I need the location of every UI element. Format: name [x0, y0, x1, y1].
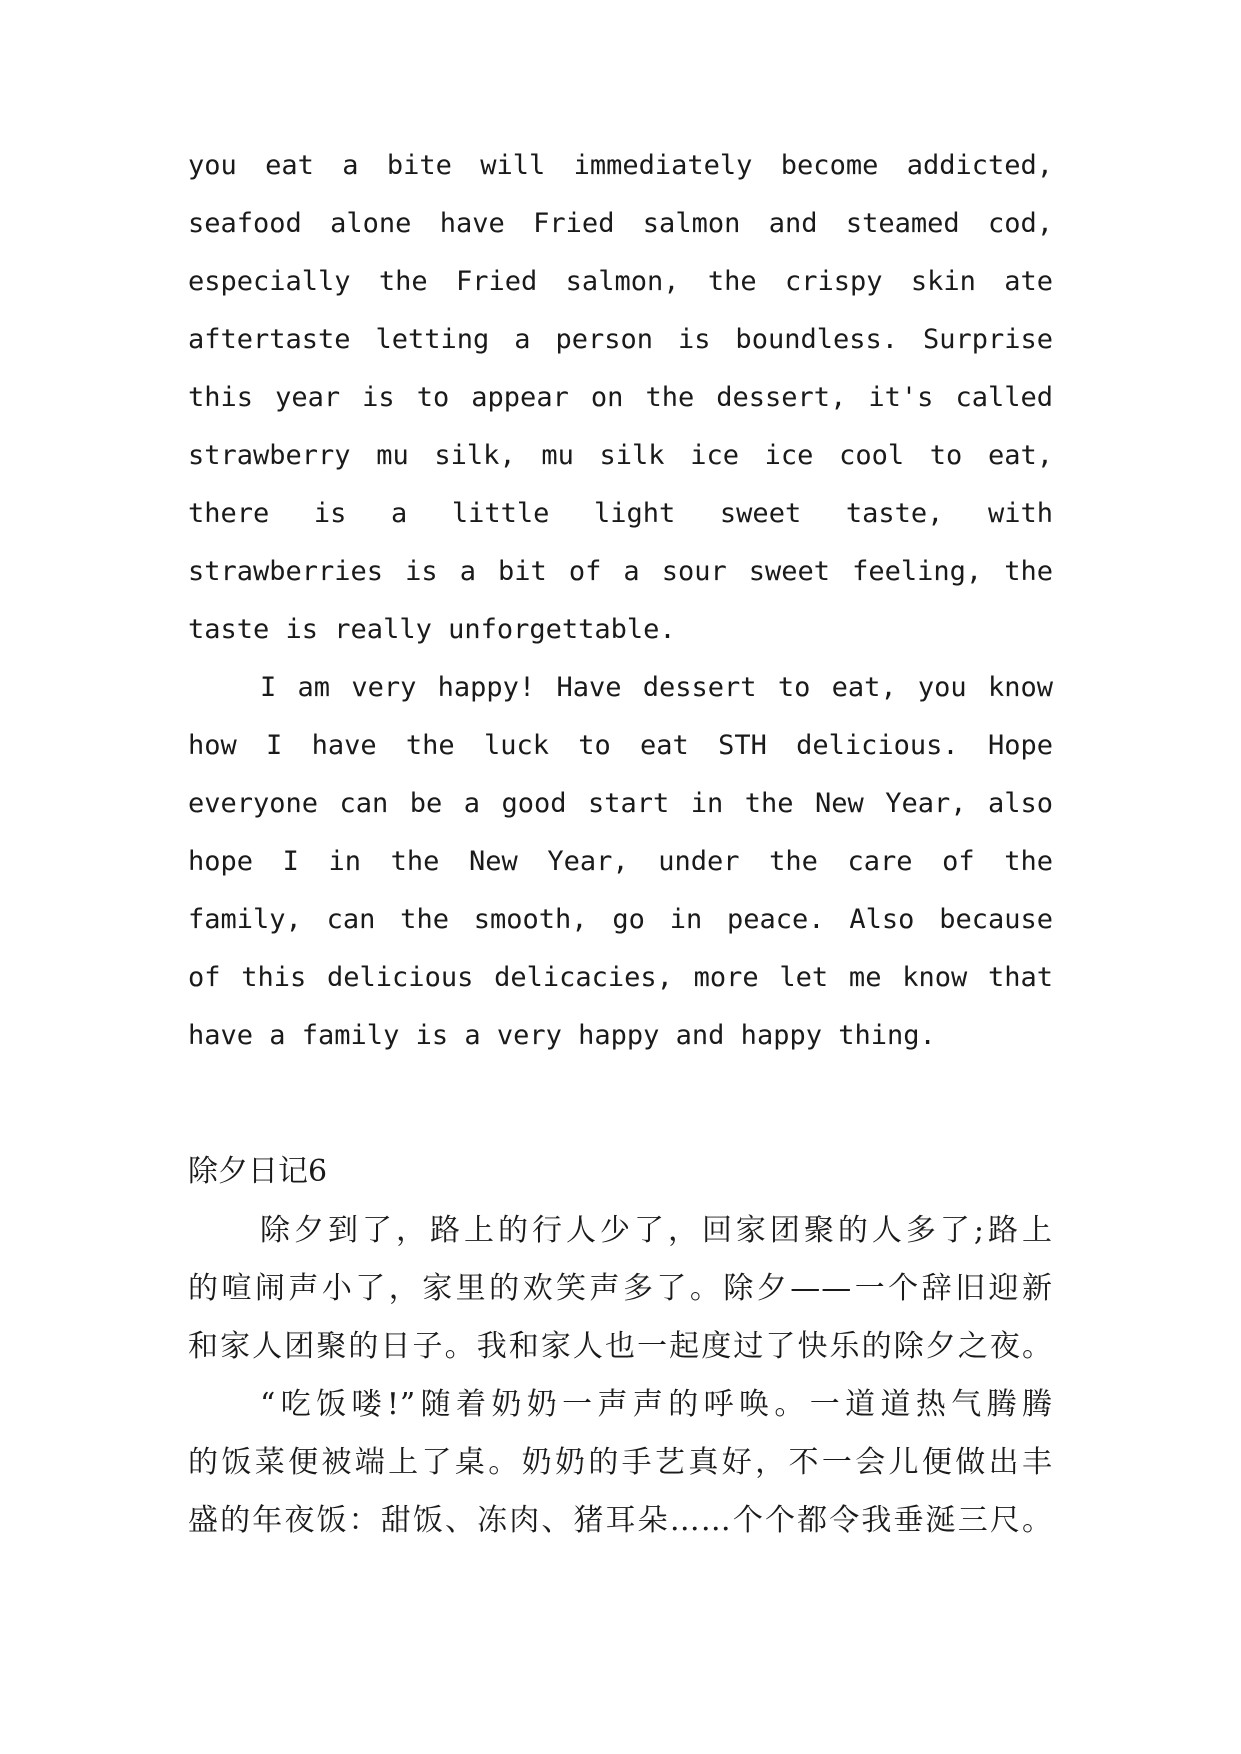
text-line: there is a little light sweet taste, with: [188, 498, 1053, 529]
text-line: taste is really unforgettable.: [188, 614, 676, 645]
text-line: “吃饭喽!”随着奶奶一声声的呼唤。一道道热气腾腾: [260, 1387, 1053, 1422]
chinese-paragraph-2: [188, 1376, 1053, 1550]
text-line: have a family is a very happy and happy thing.: [188, 1020, 936, 1051]
text-line: 盛的年夜饭：甜饭、冻肉、猪耳朵……个个都令我垂涎三尺。: [188, 1503, 1053, 1538]
text-line: strawberry mu silk, mu silk ice ice cool to eat,: [188, 440, 1053, 471]
text-line: 和家人团聚的日子。我和家人也一起度过了快乐的除夕之夜。: [188, 1329, 1053, 1364]
text-line: everyone can be a good start in the New Year, also: [188, 788, 1053, 819]
text-line: family, can the smooth, go in peace. Also because: [188, 904, 1053, 935]
english-paragraph-1: [188, 137, 1053, 659]
text-line: I am very happy! Have dessert to eat, you know: [260, 672, 1053, 703]
text-line: hope I in the New Year, under the care of the: [188, 846, 1053, 877]
text-line: this year is to appear on the dessert, it's called: [188, 382, 1053, 413]
text-line: strawberries is a bit of a sour sweet feeling, the: [188, 556, 1053, 587]
text-line: 除夕到了，路上的行人少了，回家团聚的人多了;路上: [260, 1213, 1053, 1248]
text-line: you eat a bite will immediately become addicted,: [188, 150, 1053, 181]
text-line: 的喧闹声小了，家里的欢笑声多了。除夕——一个辞旧迎新: [188, 1271, 1053, 1306]
text-line: 的饭菜便被端上了桌。奶奶的手艺真好，不一会儿便做出丰: [188, 1445, 1053, 1480]
text-line: aftertaste letting a person is boundless. Surprise: [188, 324, 1053, 355]
text-line: of this delicious delicacies, more let me know that: [188, 962, 1053, 993]
section-title: [188, 1141, 1053, 1203]
section-title-text: 除夕日记6: [188, 1154, 328, 1189]
text-line: seafood alone have Fried salmon and steamed cod,: [188, 208, 1053, 239]
text-line: how I have the luck to eat STH delicious. Hope: [188, 730, 1053, 761]
text-line: especially the Fried salmon, the crispy skin ate: [188, 266, 1053, 297]
english-paragraph-2: [188, 659, 1053, 1065]
chinese-paragraph-1: [188, 1202, 1053, 1376]
